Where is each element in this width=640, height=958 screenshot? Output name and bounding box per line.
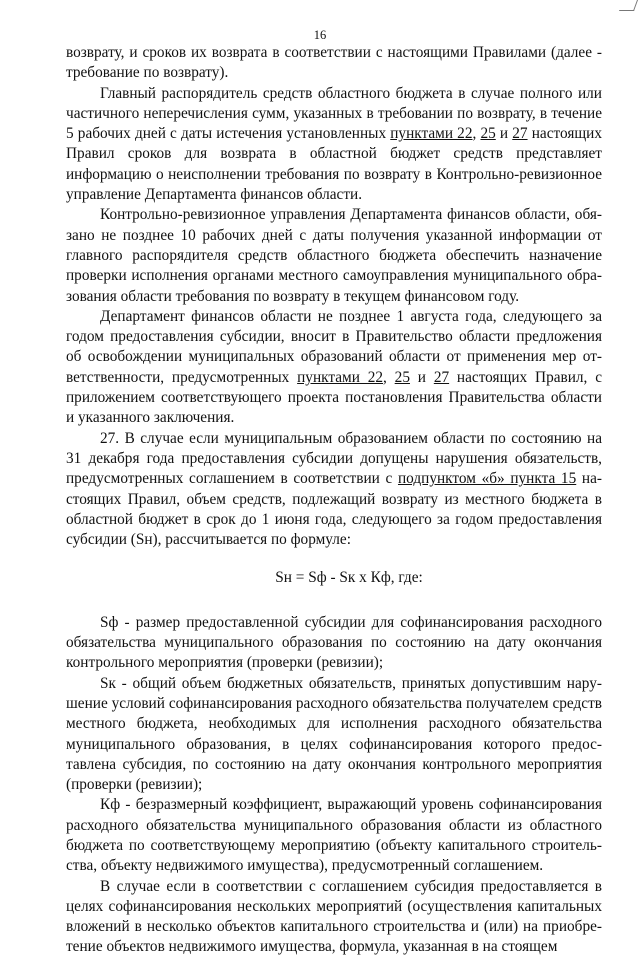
cross-reference-link: пунктами 22 — [390, 125, 473, 143]
cross-reference-link: пунктами 22 — [297, 368, 384, 386]
paragraph-p6 — [66, 674, 602, 796]
text-run: настоящих Правил, с приложением соответствующего проекта постановления Правительства области и указанного заключения. — [66, 368, 602, 427]
cross-reference-link: подпунктом «б» пункта 15 — [397, 470, 577, 488]
text-run: В случае если в соответствии с соглашением субсидия предоставляется в целях софинансирования нескольких мероприятий (осуществления капитальных вложений в несколько объектов капитального строительства и (или) на приобретение объектов недвижимого имущества, формула, указанная в на стоящем — [66, 877, 602, 956]
page-number: 16 — [313, 28, 327, 42]
paragraph-p3 — [66, 307, 602, 429]
text-run: и — [409, 368, 434, 386]
cross-reference-link: 27 — [433, 368, 450, 386]
text-run: Департамент финансов области не позднее 1 августа года, следующего за годом предоставления субсидии, вносит в Правительство области предложения об освобождении муниципальных образований области от применения мер ответственности, предусмотренных — [66, 307, 602, 386]
paragraph-p7 — [66, 795, 602, 876]
paragraph-p4 — [66, 429, 602, 551]
text-run: Sн = Sф - Sк х Кф, где: — [275, 569, 423, 587]
paragraph-p2 — [66, 205, 602, 306]
text-run: , — [472, 125, 481, 143]
text-run: Sф - размер предоставленной субсидии для софинансирования расходного обязательства муниципального образования по состоянию на дату окончания контрольного мероприятия (проверки (ревизии); — [66, 613, 602, 672]
cross-reference-link: 25 — [394, 368, 410, 386]
text-run: , — [383, 368, 395, 386]
text-run: Главный распорядитель средств областного бюджета в случае полного или частичного неперечисления сумм, указанных в требовании по возврату, в течение 5 рабочих дней с даты истечения установленных — [66, 84, 602, 143]
text-run: Кф - безразмерный коэффициент, выражающий уровень софинансирования расходного обязательства муниципального образования области из областного бюджета по соответствующему мероприятию (объекту капитального строительства, объекту недвижимого имущества), предусмотренный соглашением. — [66, 796, 602, 875]
text-run: возврату, и сроков их возврата в соответствии с настоящими Правилами (далее - требование по возврату). — [66, 44, 602, 82]
text-run: и — [495, 125, 513, 143]
formula — [66, 568, 602, 588]
text-run: 27. В случае если муниципальным образованием области по состоянию на 31 декабря года предоставления субсидии допущены нарушения обязательств, предусмотренных соглашением в соответствии с — [66, 429, 602, 488]
cross-reference-link: 27 — [512, 125, 528, 143]
paragraph-p0 — [66, 43, 602, 84]
text-run: настоящих Правил сроков для возврата в областной бюджет средств представляет информацию о неисполнении требования по возврату в Контрольно-ревизионное управление Департамента финансов области. — [66, 125, 602, 204]
paragraph-p1 — [66, 84, 602, 206]
cross-reference-link: 25 — [480, 125, 496, 143]
paragraph-p5 — [66, 613, 602, 674]
text-run: Sк - общий объем бюджетных обязательств, принятых допустившим нарушение условий софинансирования расходного обязательства получателем средств местного бюджета, необходимых для исполнения расходного обязательства муниципального образования, в целях софинансирования которого предоставлена субсидия, по состоянию на дату окончания контрольного мероприятия (проверки (ревизии); — [66, 674, 602, 794]
text-run: Контрольно-ревизионное управления Департамента финансов области, обязано не позднее 10 рабочих дней с даты получения указанной информации от главного распорядителя средств областного бюджета обеспечить назначение проверки исполнения органами местного самоуправления муниципального образования области требования по возврату в текущем финансовом году. — [66, 206, 602, 305]
text-run: настоящих Правил, объем средств, подлежащий возврату из местного бюджета в областной бюджет в срок до 1 июня года, следующего за годом предоставления субсидии (Sн), рассчитывается по формуле: — [66, 470, 602, 549]
scan-corner-mark — [619, 0, 638, 11]
paragraph-p8 — [66, 877, 602, 958]
document-body — [66, 43, 602, 958]
